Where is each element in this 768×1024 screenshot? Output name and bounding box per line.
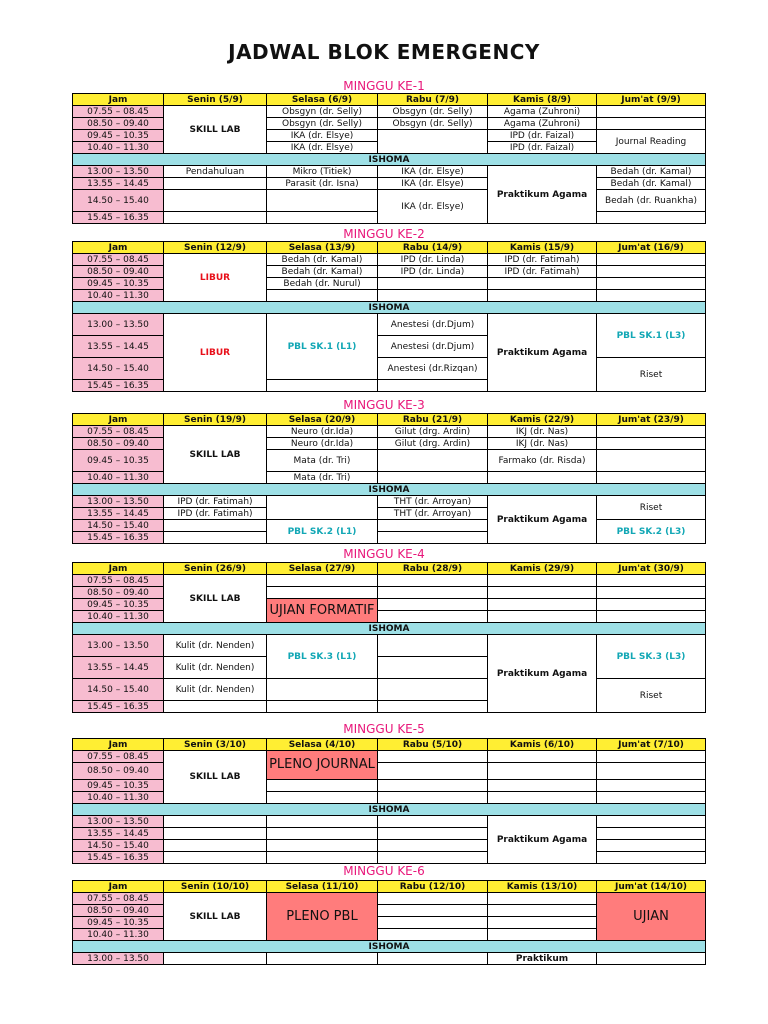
- schedule-cell: [378, 905, 488, 917]
- schedule-cell: [267, 780, 378, 792]
- schedule-cell: [378, 472, 488, 484]
- schedule-cell: [597, 438, 706, 450]
- time-cell: 13.55 – 14.45: [73, 657, 164, 679]
- schedule-cell: [164, 178, 267, 190]
- time-cell: 15.45 – 16.35: [73, 852, 164, 864]
- time-cell: 10.40 – 11.30: [73, 792, 164, 804]
- ishoma-row: [73, 804, 706, 816]
- schedule-cell: Obsgyn (dr. Selly): [378, 106, 488, 118]
- time-cell: 14.50 – 15.40: [73, 840, 164, 852]
- schedule-cell: IKJ (dr. Nas): [488, 438, 597, 450]
- schedule-cell: [378, 792, 488, 804]
- time-cell: 07.55 – 08.45: [73, 254, 164, 266]
- schedule-cell: [597, 212, 706, 224]
- time-cell: 09.45 – 10.35: [73, 599, 164, 611]
- schedule-cell: [267, 380, 378, 392]
- time-cell: 07.55 – 08.45: [73, 893, 164, 905]
- schedule-cell: IPD (dr. Faizal): [488, 130, 597, 142]
- schedule-cell: THT (dr. Arroyan): [378, 508, 488, 520]
- header-cell: Rabu (28/9): [378, 563, 488, 575]
- schedule-cell: [488, 905, 597, 917]
- ishoma-label: ISHOMA: [73, 804, 706, 816]
- table-row: [73, 106, 706, 118]
- header-cell: Jam: [73, 242, 164, 254]
- schedule-cell: [267, 587, 378, 599]
- schedule-cell: IKA (dr. Elsye): [267, 142, 378, 154]
- time-cell: 08.50 – 09.40: [73, 763, 164, 780]
- schedule-cell: Praktikum Agama: [488, 635, 597, 713]
- schedule-cell: Obsgyn (dr. Selly): [378, 118, 488, 130]
- table-row: [73, 426, 706, 438]
- schedule-cell: [267, 840, 378, 852]
- header-cell: Jum'at (9/9): [597, 94, 706, 106]
- header-cell: Jum'at (23/9): [597, 414, 706, 426]
- time-cell: 10.40 – 11.30: [73, 929, 164, 941]
- header-cell: Jum'at (7/10): [597, 739, 706, 751]
- header-cell: Selasa (27/9): [267, 563, 378, 575]
- table-row: [73, 314, 706, 336]
- schedule-cell: [267, 212, 378, 224]
- table-row: [73, 816, 706, 828]
- schedule-cell: IPD (dr. Fatimah): [488, 266, 597, 278]
- schedule-cell: [597, 426, 706, 438]
- header-cell: Kamis (22/9): [488, 414, 597, 426]
- schedule-cell: IPD (dr. Fatimah): [164, 508, 267, 520]
- schedule-cell: Anestesi (dr.Djum): [378, 314, 488, 336]
- time-cell: 08.50 – 09.40: [73, 438, 164, 450]
- time-cell: 13.55 – 14.45: [73, 828, 164, 840]
- schedule-cell: [267, 828, 378, 840]
- schedule-cell: [378, 679, 488, 701]
- schedule-cell: PBL SK.2 (L1): [267, 520, 378, 544]
- schedule-cell: [488, 472, 597, 484]
- time-cell: 09.45 – 10.35: [73, 130, 164, 142]
- week-2-title: MINGGU KE-2: [343, 227, 425, 241]
- schedule-cell: [378, 816, 488, 828]
- time-cell: 09.45 – 10.35: [73, 917, 164, 929]
- schedule-cell: [378, 599, 488, 611]
- table-row: [73, 828, 706, 840]
- time-cell: 10.40 – 11.30: [73, 611, 164, 623]
- header-cell: Jum'at (30/9): [597, 563, 706, 575]
- ishoma-row: [73, 484, 706, 496]
- schedule-cell: Bedah (dr. Ruankha): [597, 190, 706, 212]
- schedule-cell: [378, 520, 488, 532]
- header-cell: Senin (5/9): [164, 94, 267, 106]
- schedule-cell: IKA (dr. Elsye): [267, 130, 378, 142]
- schedule-cell: IKA (dr. Elsye): [378, 190, 488, 224]
- schedule-cell: [597, 780, 706, 792]
- schedule-cell: [597, 587, 706, 599]
- schedule-cell: [164, 212, 267, 224]
- time-cell: 15.45 – 16.35: [73, 532, 164, 544]
- schedule-cell: SKILL LAB: [164, 893, 267, 941]
- schedule-cell: [597, 751, 706, 763]
- time-cell: 15.45 – 16.35: [73, 701, 164, 713]
- time-cell: 14.50 – 15.40: [73, 520, 164, 532]
- header-cell: Rabu (5/10): [378, 739, 488, 751]
- header-cell: Jam: [73, 563, 164, 575]
- header-cell: Senin (12/9): [164, 242, 267, 254]
- table-header-row: [73, 881, 706, 893]
- schedule-cell: [378, 130, 488, 154]
- time-cell: 08.50 – 09.40: [73, 587, 164, 599]
- schedule-cell: [597, 816, 706, 828]
- schedule-cell: [597, 792, 706, 804]
- table-row: [73, 496, 706, 508]
- schedule-cell: [378, 763, 488, 780]
- ishoma-row: [73, 154, 706, 166]
- schedule-cell: [378, 657, 488, 679]
- header-cell: Senin (26/9): [164, 563, 267, 575]
- time-cell: 07.55 – 08.45: [73, 426, 164, 438]
- time-cell: 10.40 – 11.30: [73, 472, 164, 484]
- header-cell: Senin (3/10): [164, 739, 267, 751]
- schedule-cell: IPD (dr. Linda): [378, 254, 488, 266]
- header-cell: Rabu (12/10): [378, 881, 488, 893]
- schedule-cell: [267, 852, 378, 864]
- schedule-cell: [378, 828, 488, 840]
- week-5-title: MINGGU KE-5: [343, 722, 425, 736]
- schedule-cell: Kulit (dr. Nenden): [164, 679, 267, 701]
- schedule-cell: [488, 780, 597, 792]
- schedule-cell: [164, 520, 267, 532]
- schedule-cell: [378, 701, 488, 713]
- schedule-cell: Praktikum Agama: [488, 496, 597, 544]
- header-cell: Kamis (13/10): [488, 881, 597, 893]
- schedule-cell: Gilut (drg. Ardin): [378, 438, 488, 450]
- schedule-cell: [488, 278, 597, 290]
- schedule-cell: [488, 792, 597, 804]
- schedule-cell: [488, 587, 597, 599]
- table-header-row: [73, 414, 706, 426]
- schedule-cell: [267, 701, 378, 713]
- header-cell: Jam: [73, 94, 164, 106]
- schedule-cell: Bedah (dr. Kamal): [597, 166, 706, 178]
- schedule-cell: PBL SK.2 (L3): [597, 520, 706, 544]
- schedule-cell: [597, 254, 706, 266]
- header-cell: Kamis (6/10): [488, 739, 597, 751]
- page-title: JADWAL BLOK EMERGENCY: [228, 40, 540, 64]
- schedule-cell: Agama (Zuhroni): [488, 106, 597, 118]
- table-header-row: [73, 739, 706, 751]
- table-row: [73, 520, 706, 532]
- header-cell: Selasa (11/10): [267, 881, 378, 893]
- ishoma-label: ISHOMA: [73, 623, 706, 635]
- pleno-journal-block: PLENO JOURNAL: [267, 751, 378, 780]
- schedule-cell: IKA (dr. Elsye): [378, 166, 488, 178]
- schedule-cell: [597, 106, 706, 118]
- schedule-cell: IKJ (dr. Nas): [488, 426, 597, 438]
- schedule-cell: SKILL LAB: [164, 751, 267, 804]
- schedule-cell: [164, 816, 267, 828]
- ishoma-row: [73, 302, 706, 314]
- header-cell: Selasa (20/9): [267, 414, 378, 426]
- table-header-row: [73, 94, 706, 106]
- ishoma-label: ISHOMA: [73, 302, 706, 314]
- schedule-cell: [267, 496, 378, 520]
- header-cell: Senin (19/9): [164, 414, 267, 426]
- table-row: [73, 679, 706, 701]
- week-3-title: MINGGU KE-3: [343, 398, 425, 412]
- schedule-cell: Obsgyn (dr. Selly): [267, 118, 378, 130]
- schedule-cell: Neuro (dr.Ida): [267, 426, 378, 438]
- week-3-table: [72, 413, 706, 544]
- schedule-cell: [597, 575, 706, 587]
- header-cell: Selasa (13/9): [267, 242, 378, 254]
- schedule-cell: [378, 635, 488, 657]
- time-cell: 13.00 – 13.50: [73, 496, 164, 508]
- header-cell: Kamis (29/9): [488, 563, 597, 575]
- schedule-cell: Praktikum Agama: [488, 166, 597, 224]
- schedule-cell: Bedah (dr. Nurul): [267, 278, 378, 290]
- schedule-cell: [488, 751, 597, 763]
- time-cell: 07.55 – 08.45: [73, 106, 164, 118]
- header-cell: Rabu (14/9): [378, 242, 488, 254]
- ishoma-label: ISHOMA: [73, 484, 706, 496]
- time-cell: 13.00 – 13.50: [73, 635, 164, 657]
- table-row: [73, 575, 706, 587]
- schedule-cell: [378, 893, 488, 905]
- header-cell: Jam: [73, 881, 164, 893]
- schedule-cell: Anestesi (dr.Rizqan): [378, 358, 488, 380]
- week-6-title: MINGGU KE-6: [343, 864, 425, 878]
- time-cell: 14.50 – 15.40: [73, 358, 164, 380]
- week-4-table: [72, 562, 706, 713]
- week-1-title: MINGGU KE-1: [343, 79, 425, 93]
- pleno-pbl-block: PLENO PBL: [267, 893, 378, 941]
- time-cell: 15.45 – 16.35: [73, 212, 164, 224]
- schedule-cell: [488, 917, 597, 929]
- schedule-cell: [267, 816, 378, 828]
- schedule-cell: Bedah (dr. Kamal): [267, 254, 378, 266]
- schedule-cell: Agama (Zuhroni): [488, 118, 597, 130]
- schedule-cell: [164, 828, 267, 840]
- header-cell: Selasa (6/9): [267, 94, 378, 106]
- schedule-cell: PBL SK.3 (L1): [267, 635, 378, 679]
- time-cell: 14.50 – 15.40: [73, 190, 164, 212]
- schedule-cell: [164, 190, 267, 212]
- schedule-cell: [597, 118, 706, 130]
- ishoma-label: ISHOMA: [73, 154, 706, 166]
- schedule-cell: [597, 266, 706, 278]
- schedule-cell: Praktikum Agama: [488, 816, 597, 864]
- header-cell: Jum'at (16/9): [597, 242, 706, 254]
- schedule-cell: [378, 840, 488, 852]
- time-cell: 08.50 – 09.40: [73, 905, 164, 917]
- week-1-table: [72, 93, 706, 224]
- schedule-cell: [597, 953, 706, 965]
- schedule-cell: Bedah (dr. Kamal): [597, 178, 706, 190]
- schedule-cell: [164, 953, 267, 965]
- schedule-cell: Bedah (dr. Kamal): [267, 266, 378, 278]
- table-row: [73, 190, 706, 212]
- header-cell: Selasa (4/10): [267, 739, 378, 751]
- schedule-cell: Pendahuluan: [164, 166, 267, 178]
- schedule-cell: Mikro (Titiek): [267, 166, 378, 178]
- ujian-block: UJIAN: [597, 893, 706, 941]
- schedule-cell: [597, 472, 706, 484]
- schedule-cell: THT (dr. Arroyan): [378, 496, 488, 508]
- schedule-cell: [164, 840, 267, 852]
- schedule-cell: IPD (dr. Fatimah): [164, 496, 267, 508]
- ishoma-row: [73, 623, 706, 635]
- schedule-cell: Kulit (dr. Nenden): [164, 635, 267, 657]
- time-cell: 13.00 – 13.50: [73, 314, 164, 336]
- schedule-cell: [597, 852, 706, 864]
- time-cell: 08.50 – 09.40: [73, 266, 164, 278]
- schedule-cell: IPD (dr. Linda): [378, 266, 488, 278]
- schedule-cell: Journal Reading: [597, 130, 706, 154]
- schedule-cell: PBL SK.3 (L3): [597, 635, 706, 679]
- schedule-cell: [378, 929, 488, 941]
- schedule-cell: [267, 190, 378, 212]
- schedule-cell: [378, 852, 488, 864]
- schedule-cell: [378, 290, 488, 302]
- header-cell: Senin (10/10): [164, 881, 267, 893]
- schedule-cell: [267, 679, 378, 701]
- schedule-cell: [378, 751, 488, 763]
- time-cell: 07.55 – 08.45: [73, 575, 164, 587]
- table-header-row: [73, 242, 706, 254]
- time-cell: 13.00 – 13.50: [73, 953, 164, 965]
- table-row: [73, 254, 706, 266]
- header-cell: Jum'at (14/10): [597, 881, 706, 893]
- schedule-cell: [378, 917, 488, 929]
- time-cell: 10.40 – 11.30: [73, 290, 164, 302]
- schedule-cell: Praktikum: [488, 953, 597, 965]
- time-cell: 15.45 – 16.35: [73, 380, 164, 392]
- ishoma-row: [73, 941, 706, 953]
- schedule-cell: [378, 780, 488, 792]
- week-2-table: [72, 241, 706, 392]
- table-header-row: [73, 563, 706, 575]
- schedule-cell: Kulit (dr. Nenden): [164, 657, 267, 679]
- table-row: [73, 166, 706, 178]
- time-cell: 10.40 – 11.30: [73, 142, 164, 154]
- schedule-cell: [488, 290, 597, 302]
- week-5-table: [72, 738, 706, 864]
- schedule-cell: [488, 599, 597, 611]
- schedule-cell: [488, 929, 597, 941]
- header-cell: Kamis (15/9): [488, 242, 597, 254]
- schedule-cell: LIBUR: [164, 314, 267, 392]
- schedule-cell: LIBUR: [164, 254, 267, 302]
- time-cell: 13.00 – 13.50: [73, 816, 164, 828]
- schedule-cell: [378, 278, 488, 290]
- table-row: [73, 840, 706, 852]
- schedule-cell: [378, 380, 488, 392]
- schedule-cell: [164, 701, 267, 713]
- header-cell: Kamis (8/9): [488, 94, 597, 106]
- schedule-cell: [597, 828, 706, 840]
- schedule-cell: [378, 611, 488, 623]
- table-row: [73, 893, 706, 905]
- schedule-cell: [597, 599, 706, 611]
- ujian-formatif-block: UJIAN FORMATIF: [267, 599, 378, 623]
- schedule-cell: IKA (dr. Elsye): [378, 178, 488, 190]
- schedule-cell: [597, 290, 706, 302]
- time-cell: 09.45 – 10.35: [73, 450, 164, 472]
- time-cell: 13.55 – 14.45: [73, 178, 164, 190]
- schedule-cell: [378, 953, 488, 965]
- schedule-cell: [267, 792, 378, 804]
- schedule-cell: [597, 840, 706, 852]
- schedule-cell: [164, 532, 267, 544]
- table-row: [73, 852, 706, 864]
- schedule-cell: [378, 532, 488, 544]
- time-cell: 13.00 – 13.50: [73, 166, 164, 178]
- header-cell: Rabu (21/9): [378, 414, 488, 426]
- schedule-cell: [488, 763, 597, 780]
- schedule-cell: Mata (dr. Tri): [267, 450, 378, 472]
- schedule-cell: [488, 893, 597, 905]
- header-cell: Jam: [73, 414, 164, 426]
- schedule-cell: IPD (dr. Fatimah): [488, 254, 597, 266]
- schedule-cell: Riset: [597, 358, 706, 392]
- schedule-cell: [378, 450, 488, 472]
- schedule-cell: [488, 575, 597, 587]
- schedule-cell: [267, 575, 378, 587]
- schedule-cell: [597, 763, 706, 780]
- schedule-cell: [597, 450, 706, 472]
- schedule-cell: [164, 852, 267, 864]
- header-cell: Rabu (7/9): [378, 94, 488, 106]
- table-row: [73, 178, 706, 190]
- time-cell: 07.55 – 08.45: [73, 751, 164, 763]
- time-cell: 13.55 – 14.45: [73, 508, 164, 520]
- schedule-cell: Riset: [597, 679, 706, 713]
- schedule-cell: IPD (dr. Faizal): [488, 142, 597, 154]
- schedule-cell: [267, 290, 378, 302]
- table-row: [73, 751, 706, 763]
- schedule-cell: SKILL LAB: [164, 106, 267, 154]
- schedule-cell: SKILL LAB: [164, 426, 267, 484]
- week-6-table: [72, 880, 706, 965]
- schedule-cell: [378, 575, 488, 587]
- time-cell: 09.45 – 10.35: [73, 278, 164, 290]
- schedule-cell: Obsgyn (dr. Selly): [267, 106, 378, 118]
- schedule-cell: [488, 611, 597, 623]
- schedule-cell: Mata (dr. Tri): [267, 472, 378, 484]
- time-cell: 14.50 – 15.40: [73, 679, 164, 701]
- schedule-cell: Praktikum Agama: [488, 314, 597, 392]
- schedule-cell: [597, 611, 706, 623]
- time-cell: 13.55 – 14.45: [73, 336, 164, 358]
- schedule-cell: Gilut (drg. Ardin): [378, 426, 488, 438]
- table-row: [73, 953, 706, 965]
- schedule-cell: Farmako (dr. Risda): [488, 450, 597, 472]
- schedule-cell: Anestesi (dr.Djum): [378, 336, 488, 358]
- schedule-cell: PBL SK.1 (L3): [597, 314, 706, 358]
- ishoma-label: ISHOMA: [73, 941, 706, 953]
- schedule-cell: PBL SK.1 (L1): [267, 314, 378, 380]
- schedule-cell: [378, 587, 488, 599]
- table-row: [73, 635, 706, 657]
- time-cell: 08.50 – 09.40: [73, 118, 164, 130]
- schedule-cell: Neuro (dr.Ida): [267, 438, 378, 450]
- week-4-title: MINGGU KE-4: [343, 547, 425, 561]
- schedule-cell: Riset: [597, 496, 706, 520]
- schedule-cell: [597, 278, 706, 290]
- schedule-cell: [267, 953, 378, 965]
- time-cell: 09.45 – 10.35: [73, 780, 164, 792]
- schedule-cell: SKILL LAB: [164, 575, 267, 623]
- header-cell: Jam: [73, 739, 164, 751]
- schedule-cell: Parasit (dr. Isna): [267, 178, 378, 190]
